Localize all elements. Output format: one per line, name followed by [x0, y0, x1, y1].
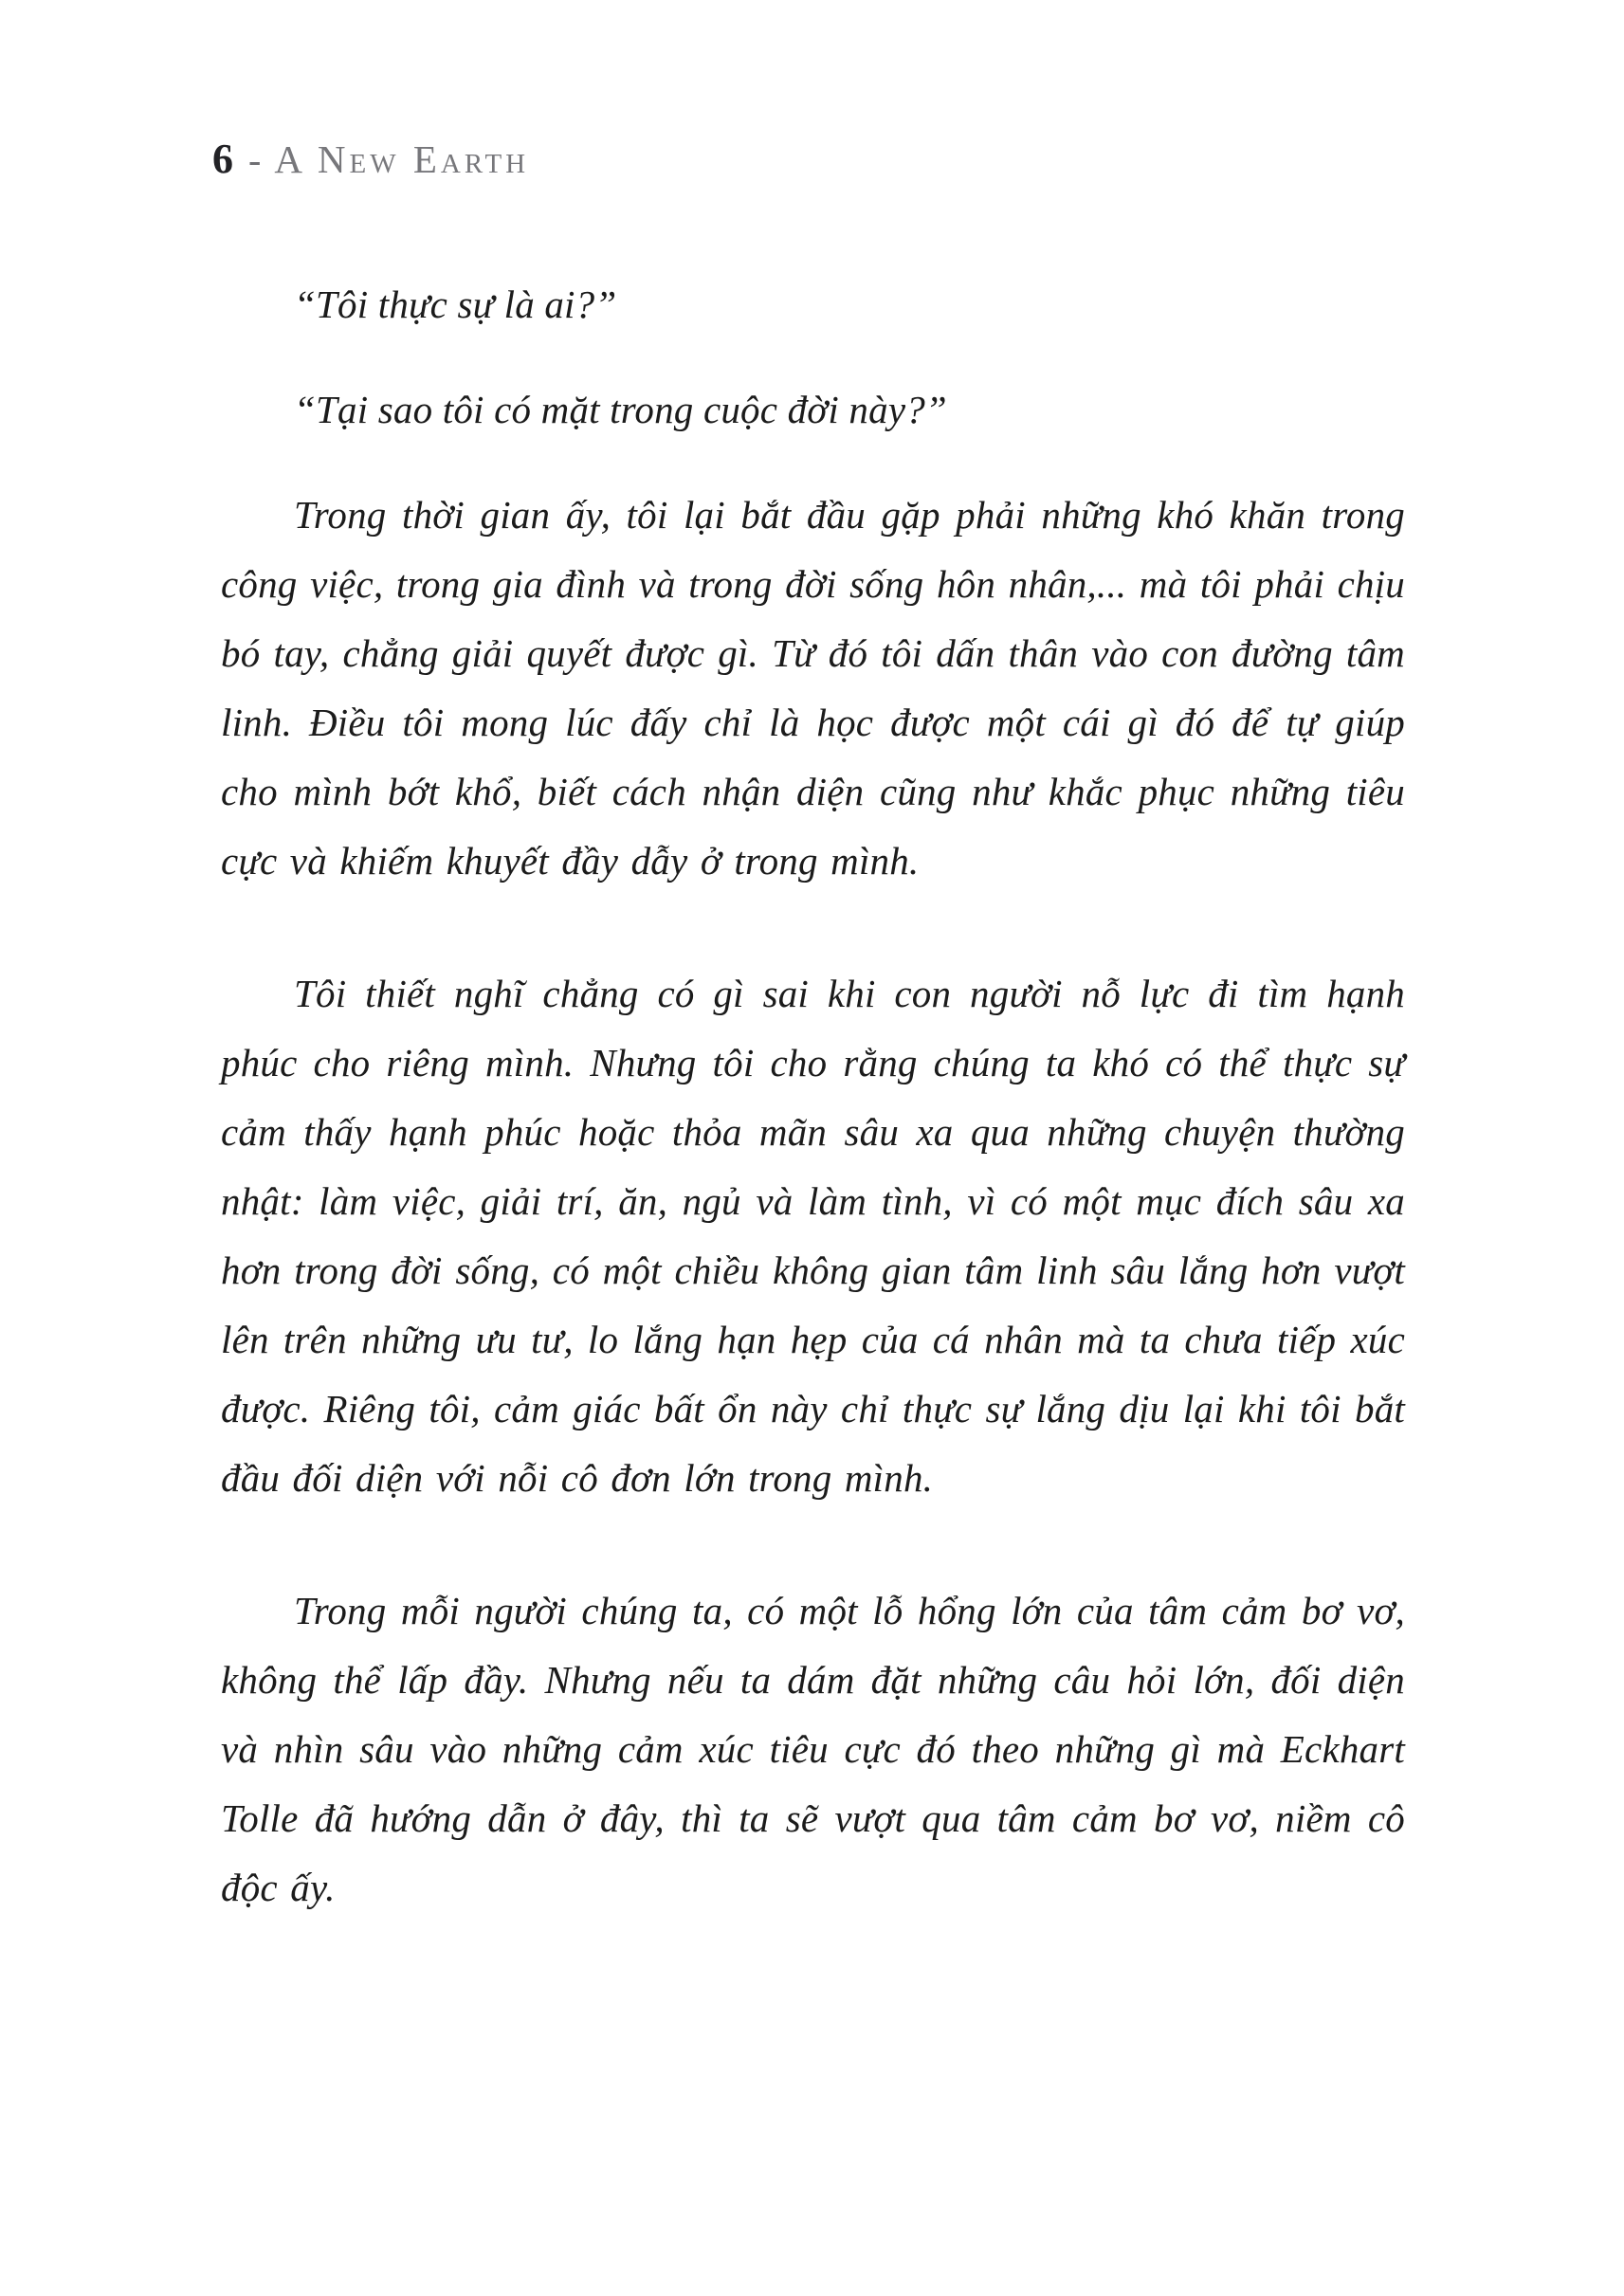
- paragraph-1: Trong thời gian ấy, tôi lại bắt đầu gặp phải những khó khăn trong công việc, trong gia đình và trong đời sống hôn nhân,... mà tôi phải chịu bó tay, chẳng giải quyết được gì. Từ đó tôi dấn thân vào con đường tâm linh. Điều tôi mong lúc đấy chỉ là học được một cái gì đó để tự giúp cho mình bớt khổ, biết cách nhận diện cũng như khắc phục những tiêu cực và khiếm khuyết đầy dẫy ở trong mình.: [221, 493, 1405, 883]
- question-quote-2: “Tại sao tôi có mặt trong cuộc đời này?”: [294, 388, 947, 431]
- page-header: [0, 0, 1624, 183]
- page-body: [0, 270, 1624, 1922]
- question-quote-1: “Tôi thực sự là ai?”: [294, 282, 617, 326]
- book-title: A New Earth: [274, 137, 530, 181]
- header-separator: -: [248, 138, 262, 181]
- paragraph-2: Tôi thiết nghĩ chẳng có gì sai khi con người nỗ lực đi tìm hạnh phúc cho riêng mình. Nhưng tôi cho rằng chúng ta khó có thể thực sự cảm thấy hạnh phúc hoặc thỏa mãn sâu xa qua những chuyện thường nhật: làm việc, giải trí, ăn, ngủ và làm tình, vì có một mục đích sâu xa hơn trong đời sống, có một chiều không gian tâm linh sâu lắng hơn vượt lên trên những ưu tư, lo lắng hạn hẹp của cá nhân mà ta chưa tiếp xúc được. Riêng tôi, cảm giác bất ổn này chỉ thực sự lắng dịu lại khi tôi bắt đầu đối diện với nỗi cô đơn lớn trong mình.: [221, 972, 1405, 1500]
- paragraph-3: Trong mỗi người chúng ta, có một lỗ hổng lớn của tâm cảm bơ vơ, không thể lấp đầy. Nhưng nếu ta dám đặt những câu hỏi lớn, đối diện và nhìn sâu vào những cảm xúc tiêu cực đó theo những gì mà Eckhart Tolle đã hướng dẫn ở đây, thì ta sẽ vượt qua tâm cảm bơ vơ, niềm cô độc ấy.: [221, 1589, 1405, 1909]
- page-number: 6: [212, 136, 233, 182]
